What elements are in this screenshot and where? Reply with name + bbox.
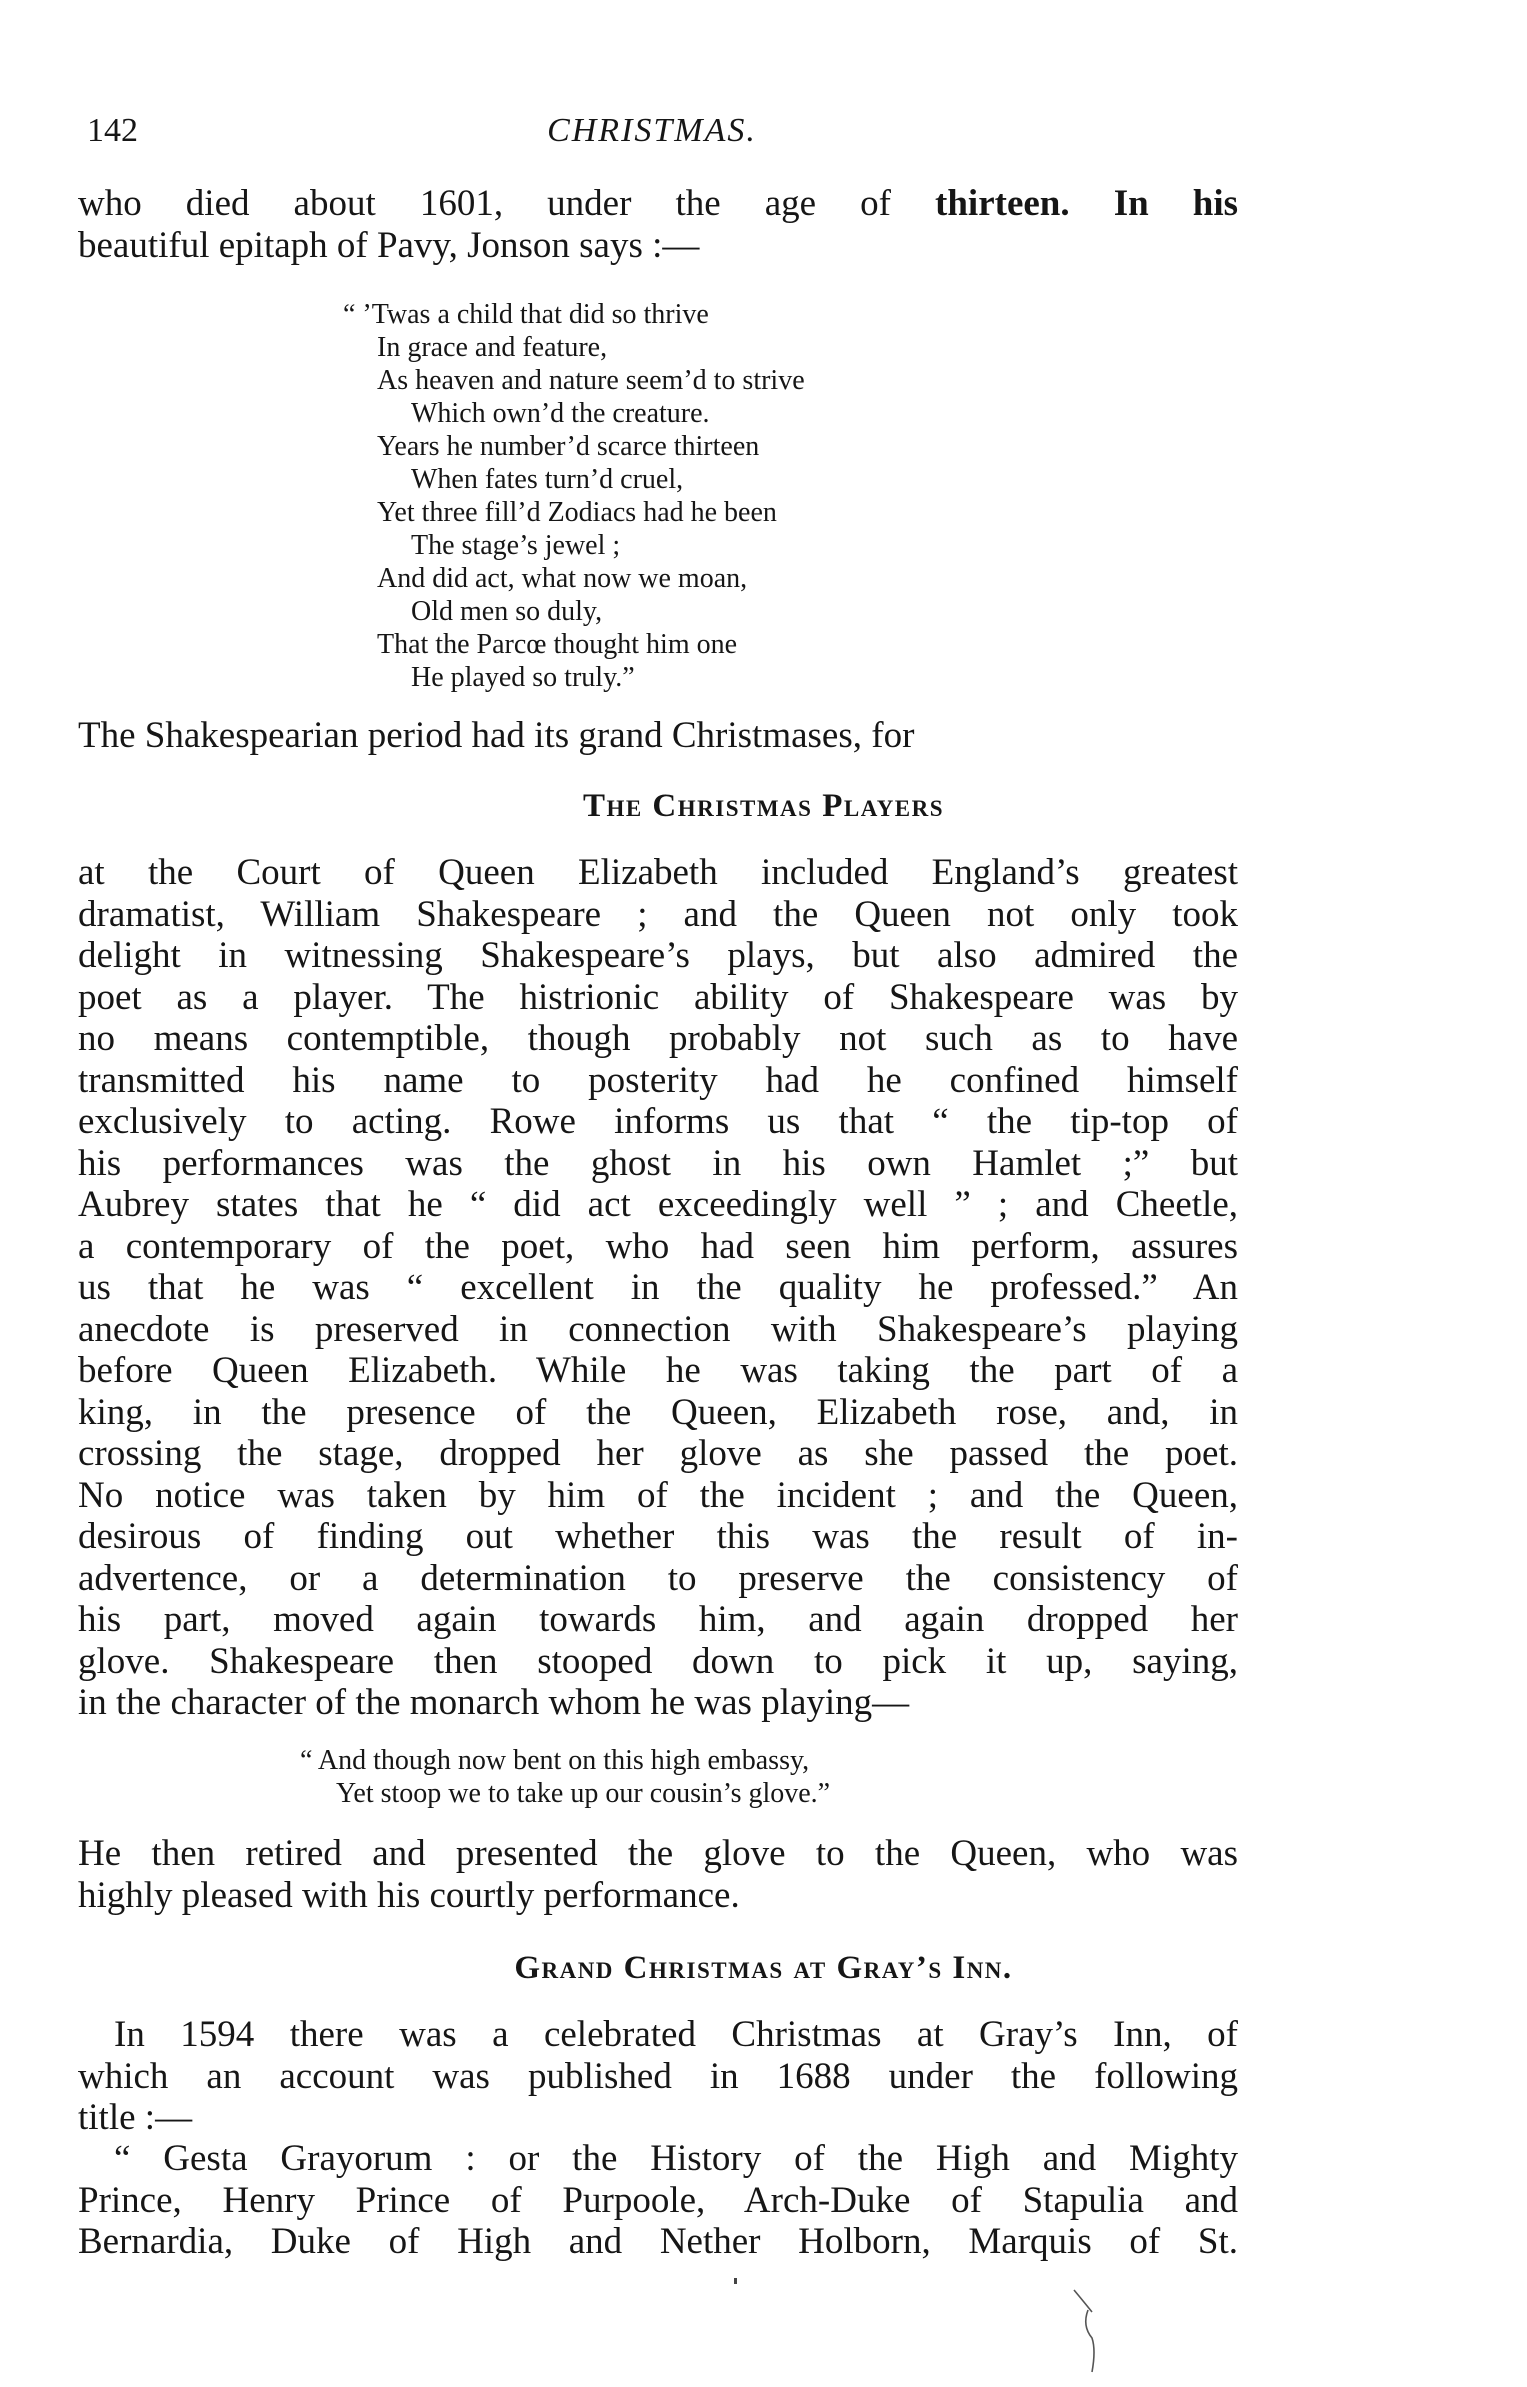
verse-line: Old men so duly, — [411, 596, 603, 627]
text-line: a contemporary of the poet, who had seen him perform, assures — [78, 1225, 1238, 1267]
text-line: poet as a player. The histrionic ability of Shakespeare was by — [78, 976, 1238, 1018]
text-line: no means contemptible, though probably not such as to have — [78, 1018, 1238, 1059]
verse-line: When fates turn’d cruel, — [411, 464, 684, 495]
verse-line: Yet three fill’d Zodiacs had he been — [377, 497, 777, 528]
text-line: before Queen Elizabeth. While he was taking the part of a — [78, 1350, 1238, 1391]
text-line: which an account was published in 1688 under the following — [78, 2055, 1238, 2097]
verse-line: That the Parcœ thought him one — [377, 629, 738, 660]
text-line: In 1594 there was a celebrated Christmas at Gray’s Inn, of — [114, 2014, 1238, 2055]
paragraph-intro — [78, 183, 1238, 266]
verse-line: Which own’d the creature. — [411, 398, 710, 429]
verse-line: Yet stoop we to take up our cousin’s glove.” — [336, 1778, 831, 1809]
text-line: He then retired and presented the glove to the Queen, who was — [78, 1833, 1238, 1874]
page-number: 142 — [87, 112, 138, 149]
text-line: Bernardia, Duke of High and Nether Holborn, Marquis of St. — [78, 2221, 1238, 2262]
text-line: dramatist, William Shakespeare ; and the Queen not only took — [78, 893, 1238, 935]
section-heading-grays-inn: Grand Christmas at Gray’s Inn. — [514, 1950, 1013, 1986]
text-line: Aubrey states that he “ did act exceedingly well ” ; and Cheetle, — [78, 1184, 1238, 1225]
text-line: No notice was taken by him of the incident ; and the Queen, — [78, 1474, 1238, 1516]
pencil-mark-icon — [1070, 2288, 1110, 2378]
paragraph-gesta-grayorum — [78, 2138, 1238, 2263]
running-title: CHRISTMAS. — [547, 112, 757, 149]
text-line: delight in witnessing Shakespeare’s plays, but also admired the — [78, 935, 1238, 976]
running-head — [77, 112, 1227, 162]
text-line: The Shakespearian period had its grand Christmases, for — [78, 715, 915, 756]
text-line: his part, moved again towards him, and again dropped her — [78, 1599, 1238, 1640]
text-line: exclusively to acting. Rowe informs us that “ the tip-top of — [78, 1101, 1238, 1142]
verse-line: “ ’Twas a child that did so thrive — [343, 299, 709, 330]
verse-line: In grace and feature, — [377, 332, 608, 363]
verse-line: And did act, what now we moan, — [377, 563, 748, 594]
verse-line: The stage’s jewel ; — [411, 530, 621, 561]
text-line: anecdote is preserved in connection with Shakespeare’s playing — [78, 1308, 1238, 1350]
text-line: his performances was the ghost in his own Hamlet ;” but — [78, 1142, 1238, 1184]
verse-line: He played so truly.” — [411, 662, 635, 693]
text-line: who died about 1601, under the age of thirteen. In his — [78, 183, 1238, 224]
paragraph-christmas-players — [78, 852, 1238, 1724]
epitaph-verse — [343, 298, 805, 694]
text-line: us that he was “ excellent in the quality he professed.” An — [78, 1267, 1238, 1308]
text-line: crossing the stage, dropped her glove as she passed the poet. — [78, 1433, 1238, 1474]
paragraph-grays-inn — [78, 2014, 1238, 2139]
verse-line: Years he number’d scarce thirteen — [377, 431, 760, 462]
glove-quotation — [300, 1744, 830, 1810]
text-line: title :— — [78, 2097, 193, 2138]
paragraph-shakespearian-period — [78, 715, 1238, 757]
text-line: in the character of the monarch whom he was playing— — [78, 1682, 910, 1723]
text-line: advertence, or a determination to preserve the consistency of — [78, 1557, 1238, 1599]
paragraph-retired — [78, 1833, 1238, 1916]
text-line: at the Court of Queen Elizabeth included England’s greatest — [78, 852, 1238, 893]
text-line: king, in the presence of the Queen, Elizabeth rose, and, in — [78, 1391, 1238, 1433]
scan-speck — [734, 2278, 737, 2284]
text-line: Prince, Henry Prince of Purpoole, Arch-Duke of Stapulia and — [78, 2179, 1238, 2221]
section-heading-christmas-players: The Christmas Players — [582, 788, 945, 824]
text-line: desirous of finding out whether this was the result of in- — [78, 1516, 1238, 1557]
text-line: highly pleased with his courtly performance. — [78, 1874, 740, 1916]
text-line: beautiful epitaph of Pavy, Jonson says :— — [78, 224, 700, 266]
text-line: transmitted his name to posterity had he confined himself — [78, 1059, 1238, 1101]
verse-line: As heaven and nature seem’d to strive — [377, 365, 805, 396]
bold-text: thirteen. In his — [935, 183, 1238, 224]
text-line: “ Gesta Grayorum : or the History of the High and Mighty — [114, 2138, 1238, 2179]
verse-line: “ And though now bent on this high embassy, — [300, 1745, 810, 1776]
text-line: glove. Shakespeare then stooped down to pick it up, saying, — [78, 1640, 1238, 1682]
